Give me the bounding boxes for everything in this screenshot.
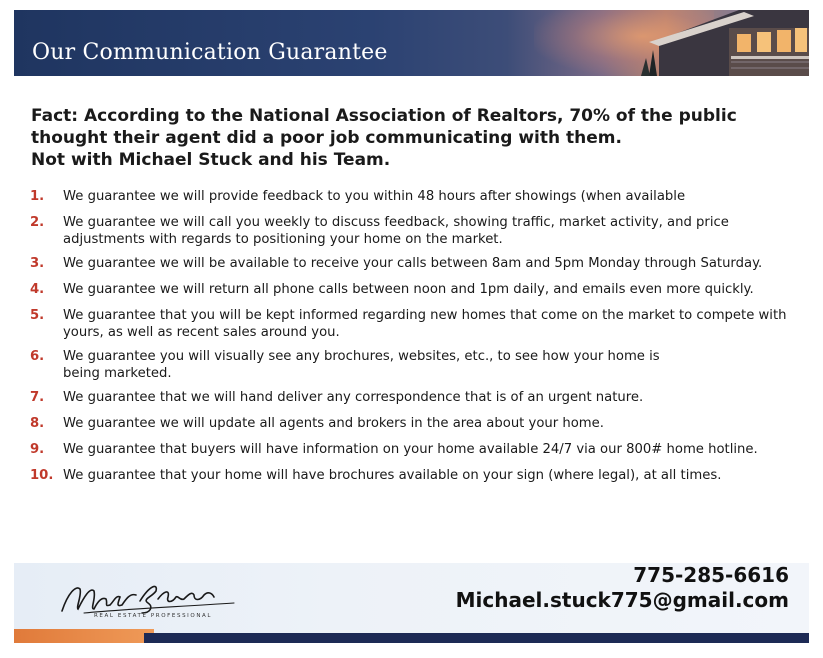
item-number: 1. xyxy=(30,189,45,204)
item-text: We guarantee we will be available to receive your calls between 8am and 5pm Monday through Saturday. xyxy=(63,256,763,271)
guarantee-list xyxy=(30,188,800,493)
item-number: 10. xyxy=(30,468,54,483)
guarantee-item xyxy=(30,307,800,341)
contact-phone: 775-285-6616 xyxy=(633,563,789,587)
item-text: We guarantee you will visually see any brochures, websites, etc., to see how your home is being marketed. xyxy=(63,349,660,381)
guarantee-item xyxy=(30,389,800,406)
item-number: 5. xyxy=(30,308,45,323)
footer-navy-stripe xyxy=(144,633,809,643)
item-number: 3. xyxy=(30,256,45,271)
guarantee-item xyxy=(30,467,800,484)
guarantee-item xyxy=(30,441,800,458)
item-text: We guarantee we will call you weekly to discuss feedback, showing traffic, market activity, and price adjustments with regards to positioning your home on the market. xyxy=(63,215,729,247)
guarantee-item xyxy=(30,415,800,432)
item-text: We guarantee that your home will have brochures available on your sign (where legal), at all times. xyxy=(63,468,722,483)
item-text: We guarantee that we will hand deliver any correspondence that is of an urgent nature. xyxy=(63,390,644,405)
footer-accent-stripe xyxy=(14,629,154,643)
guarantee-item xyxy=(30,214,800,248)
contact-email: Michael.stuck775@gmail.com xyxy=(455,588,789,612)
fact-statement xyxy=(31,105,791,171)
item-text: We guarantee we will return all phone calls between noon and 1pm daily, and emails even more quickly. xyxy=(63,282,754,297)
guarantee-item xyxy=(30,255,800,272)
page-title: Our Communication Guarantee xyxy=(32,40,388,65)
item-number: 9. xyxy=(30,442,45,457)
item-number: 7. xyxy=(30,390,45,405)
signature-subtitle: REAL ESTATE PROFESSIONAL xyxy=(94,613,213,619)
guarantee-item xyxy=(30,281,800,298)
item-number: 6. xyxy=(30,349,45,364)
item-number: 4. xyxy=(30,282,45,297)
item-text: We guarantee we will update all agents and brokers in the area about your home. xyxy=(63,416,604,431)
item-number: 2. xyxy=(30,215,45,230)
header-banner xyxy=(14,10,809,76)
house-illustration xyxy=(619,10,809,76)
item-text: We guarantee that buyers will have information on your home available 24/7 via our 800# home hotline. xyxy=(63,442,758,457)
item-number: 8. xyxy=(30,416,45,431)
fact-line: thought their agent did a poor job communicating with them. xyxy=(31,128,622,148)
item-text: We guarantee that you will be kept informed regarding new homes that come on the market to compete with yours, as well as recent sales around you. xyxy=(63,308,787,340)
fact-line: Fact: According to the National Association of Realtors, 70% of the public xyxy=(31,106,737,126)
footer-banner xyxy=(14,563,809,643)
guarantee-item xyxy=(30,348,800,382)
guarantee-item xyxy=(30,188,800,205)
item-text: We guarantee we will provide feedback to you within 48 hours after showings (when available xyxy=(63,189,686,204)
fact-line: Not with Michael Stuck and his Team. xyxy=(31,150,391,170)
